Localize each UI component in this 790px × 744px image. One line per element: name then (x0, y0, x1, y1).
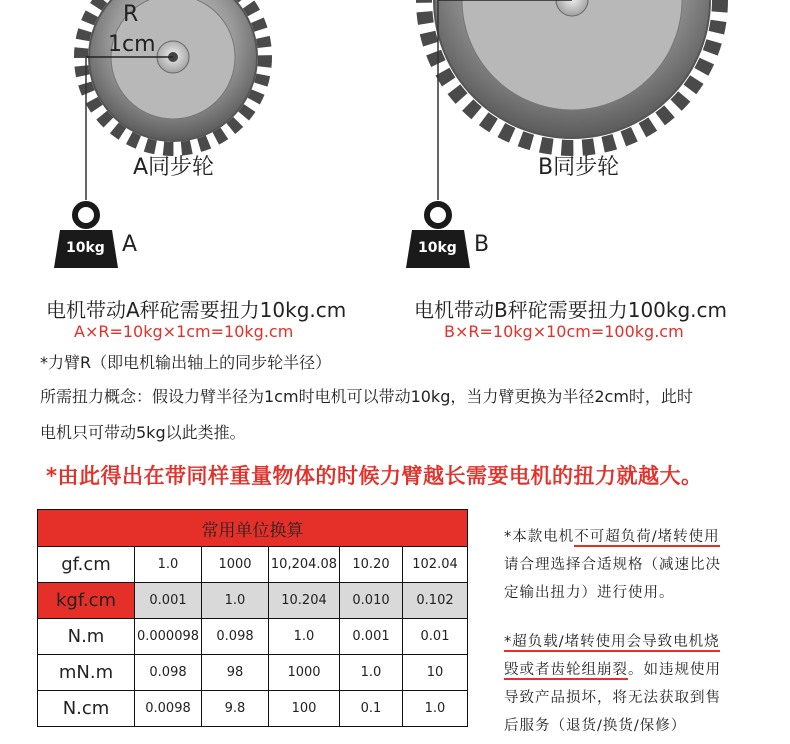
table-cell: 1.0 (340, 655, 403, 691)
arm-note: *力臂R（即电机输出轴上的同步轮半径） (40, 353, 332, 372)
table-cell: 0.001 (340, 619, 403, 655)
row-unit: gf.cm (38, 547, 135, 583)
table-cell: 1.0 (269, 619, 340, 655)
side-note-1-prefix: *本款电机 (504, 529, 575, 545)
table-cell: 0.098 (202, 619, 269, 655)
headline: *由此得出在带同样重量物体的时候力臂越长需要电机的扭力就越大。 (46, 464, 703, 488)
table-row (38, 583, 468, 619)
row-unit: kgf.cm (38, 583, 135, 619)
table-row (38, 619, 468, 655)
table-cell: 0.010 (340, 583, 403, 619)
weight-a-label: 10kg (66, 240, 105, 256)
gear-a-name: A同步轮 (133, 155, 215, 180)
row-unit: N.m (38, 619, 135, 655)
weight-a-letter: A (122, 232, 138, 257)
weight-a-icon (54, 204, 118, 268)
table-cell: 1.0 (202, 583, 269, 619)
side-note-2 (504, 628, 721, 740)
concept-line-2: 电机只可带动5kg以此类推。 (40, 423, 246, 442)
table-title: 常用单位换算 (38, 510, 468, 547)
radius-label: R (123, 2, 139, 27)
table-cell: 1000 (202, 547, 269, 583)
row-unit: mN.m (38, 655, 135, 691)
table-header-row (38, 510, 468, 547)
table-row (38, 655, 468, 691)
table-cell: 0.102 (403, 583, 468, 619)
table-row (38, 691, 468, 727)
caption-b-formula: B×R=10kg×10cm=100kg.cm (444, 322, 684, 341)
radius-value: 1cm (108, 32, 156, 57)
side-note-1 (504, 523, 721, 607)
caption-a-title: 电机带动A秤砣需要扭力10kg.cm (46, 298, 347, 322)
table-cell: 10 (403, 655, 468, 691)
gear-b-name: B同步轮 (538, 155, 620, 180)
table-cell: 10.20 (340, 547, 403, 583)
weight-b-icon (406, 204, 470, 268)
table-cell: 9.8 (202, 691, 269, 727)
table-cell: 1.0 (403, 691, 468, 727)
caption-b-title: 电机带动B秤砣需要扭力100kg.cm (414, 298, 728, 322)
table-cell: 0.098 (135, 655, 202, 691)
table-cell: 10,204.08 (269, 547, 340, 583)
weight-b-label: 10kg (418, 240, 457, 256)
table-cell: 0.000098 (135, 619, 202, 655)
side-note-1-warning: 不可超负荷/堵转使用 (574, 529, 720, 545)
table-cell: 0.01 (403, 619, 468, 655)
table-cell: 1.0 (135, 547, 202, 583)
side-note-2-warning: 毁或者齿轮组崩裂 (504, 662, 628, 678)
table-cell: 0.1 (340, 691, 403, 727)
side-note-1-line-3: 定输出扭力）进行使用。 (504, 585, 675, 601)
row-unit: N.cm (38, 691, 135, 727)
caption-a-formula: A×R=10kg×1cm=10kg.cm (74, 322, 294, 341)
side-note-2-suffix: 。如违规使用 (628, 662, 721, 678)
table-cell: 1000 (269, 655, 340, 691)
table-cell: 0.0098 (135, 691, 202, 727)
side-note-1-line-2: 请合理选择合适规格（减速比决 (504, 557, 721, 573)
table-cell: 98 (202, 655, 269, 691)
concept-line-1: 所需扭力概念：假设力臂半径为1cm时电机可以带动10kg，当力臂更换为半径2cm时，此时 (40, 387, 693, 406)
weight-b-letter: B (474, 232, 490, 257)
side-note-2-line-1: *超负载/堵转使用会导致电机烧 (504, 634, 720, 650)
table-cell: 0.001 (135, 583, 202, 619)
unit-conversion-table (37, 509, 468, 727)
table-cell: 100 (269, 691, 340, 727)
table-cell: 102.04 (403, 547, 468, 583)
table-cell: 10.204 (269, 583, 340, 619)
side-note-2-line-4: 后服务（退货/换货/保修） (504, 718, 687, 734)
side-note-2-line-3: 导致产品损坏，将无法获取到售 (504, 690, 721, 706)
table-row (38, 547, 468, 583)
